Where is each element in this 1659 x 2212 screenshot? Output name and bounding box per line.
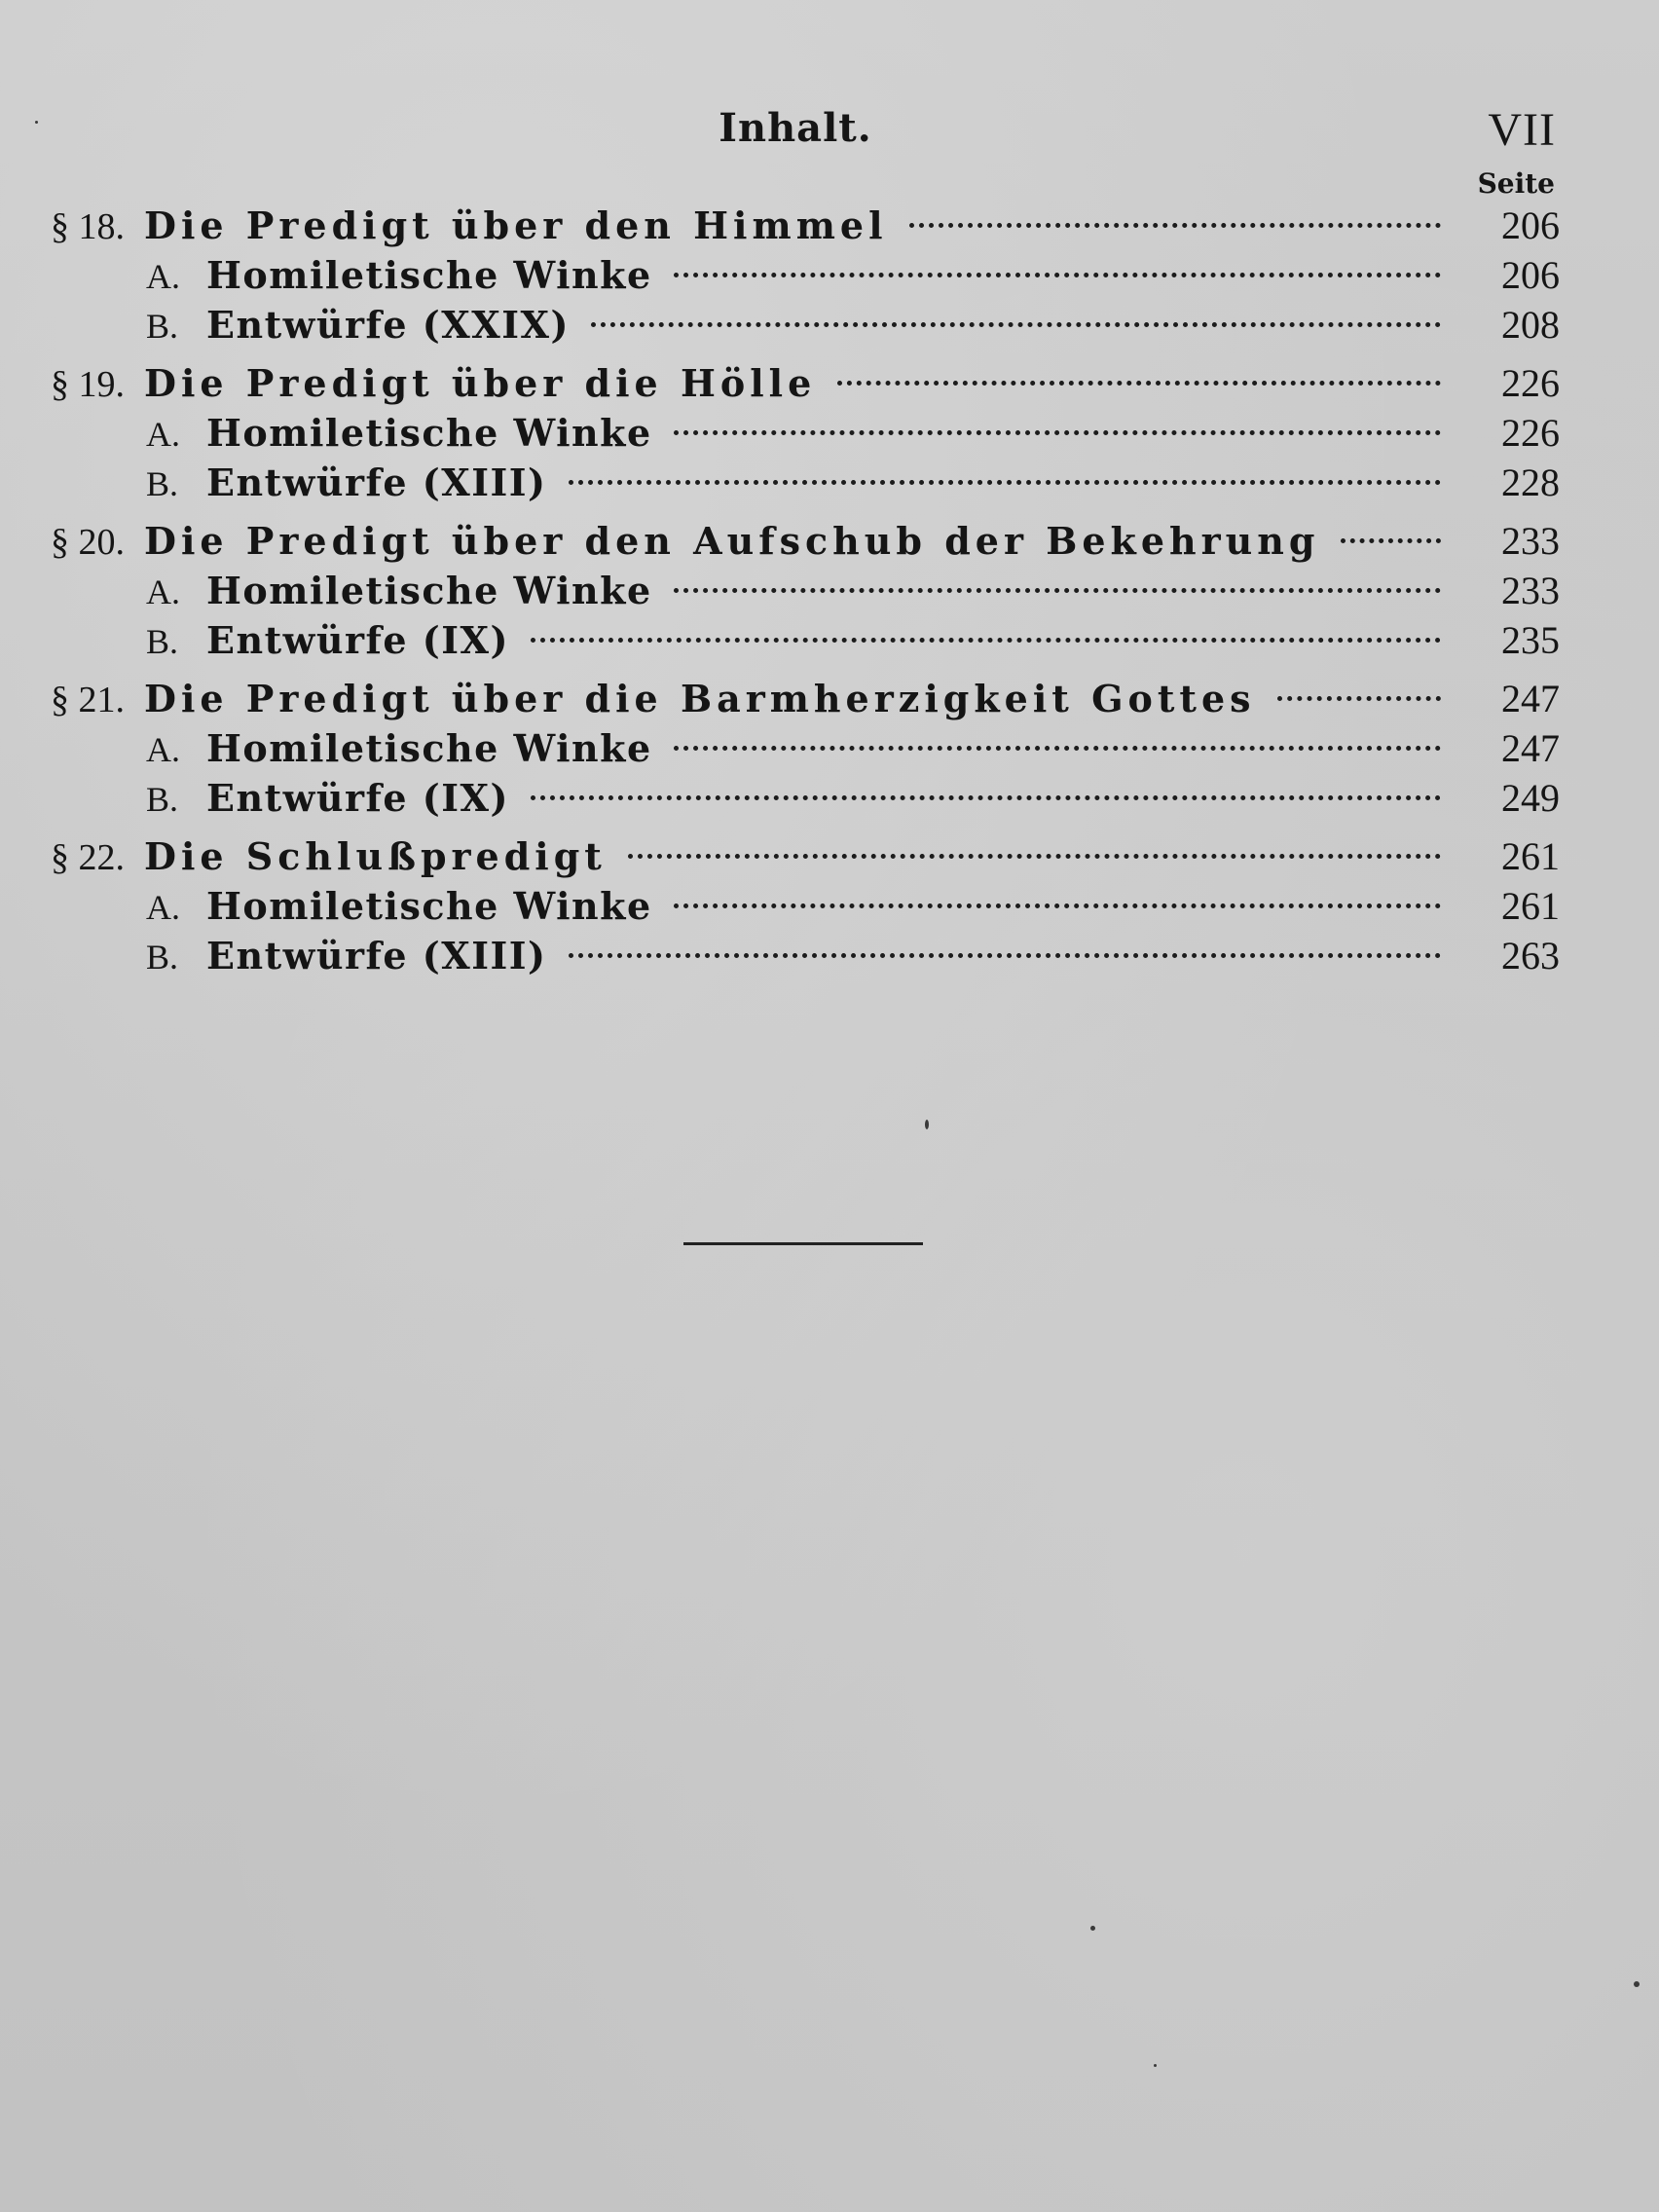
section-number: § 22. — [51, 837, 125, 878]
subentry-title: Entwürfe (XIII) — [206, 934, 547, 977]
subentry-page: 263 — [1501, 934, 1560, 977]
leader-dots — [837, 381, 1441, 386]
leader-dots — [628, 854, 1441, 859]
subentry-page: 228 — [1501, 461, 1560, 504]
leader-dots — [674, 746, 1441, 751]
subentry-letter: A. — [146, 572, 180, 611]
leader-dots — [674, 903, 1441, 908]
subentry-page: 206 — [1501, 253, 1560, 297]
toc-subentry — [0, 723, 1659, 773]
toc-entry — [0, 201, 1659, 250]
toc-section — [0, 201, 1659, 350]
subentry-title: Entwürfe (IX) — [206, 618, 509, 662]
leader-dots — [674, 273, 1441, 277]
subentry-page: 226 — [1501, 411, 1560, 455]
leader-dots — [569, 480, 1441, 485]
leader-dots — [531, 795, 1441, 800]
toc-section — [0, 674, 1659, 823]
section-title: Die Predigt über den Himmel — [144, 203, 888, 247]
paper-speck — [1154, 2064, 1157, 2067]
leader-dots — [674, 588, 1441, 593]
subentry-letter: B. — [146, 780, 179, 819]
subentry-title: Homiletische Winke — [206, 569, 652, 612]
page-number: VII — [1488, 104, 1556, 156]
toc-section — [0, 831, 1659, 980]
subentry-letter: A. — [146, 888, 180, 927]
subentry-page: 261 — [1501, 884, 1560, 928]
section-page: 247 — [1501, 677, 1560, 720]
toc-section — [0, 358, 1659, 507]
leader-dots — [1341, 538, 1441, 543]
section-number: § 21. — [51, 680, 125, 720]
table-of-contents — [0, 201, 1659, 989]
leader-dots — [1277, 696, 1441, 701]
paper-speck — [1634, 1981, 1640, 1987]
section-page: 233 — [1501, 519, 1560, 563]
section-title: Die Schlußpredigt — [144, 834, 607, 878]
subentry-title: Entwürfe (XXIX) — [206, 303, 570, 347]
toc-subentry — [0, 458, 1659, 507]
subentry-title: Homiletische Winke — [206, 726, 652, 770]
section-page: 206 — [1501, 203, 1560, 247]
toc-subentry — [0, 300, 1659, 350]
toc-subentry — [0, 615, 1659, 665]
subentry-page: 235 — [1501, 618, 1560, 662]
subentry-title: Entwürfe (XIII) — [206, 461, 547, 504]
leader-dots — [674, 430, 1441, 435]
subentry-letter: B. — [146, 938, 179, 977]
leader-dots — [569, 953, 1441, 958]
section-number: § 20. — [51, 522, 125, 563]
subentry-letter: A. — [146, 415, 180, 454]
section-title: Die Predigt über die Barmherzigkeit Gottes — [144, 677, 1256, 720]
subentry-page: 247 — [1501, 726, 1560, 770]
leader-dots — [591, 322, 1441, 327]
toc-entry — [0, 516, 1659, 566]
toc-section — [0, 516, 1659, 665]
toc-subentry — [0, 250, 1659, 300]
paper-speck — [925, 1120, 929, 1129]
section-page: 261 — [1501, 834, 1560, 878]
subentry-title: Homiletische Winke — [206, 253, 652, 297]
section-number: § 19. — [51, 364, 125, 405]
section-end-rule — [683, 1242, 923, 1245]
subentry-letter: B. — [146, 464, 179, 503]
subentry-title: Entwürfe (IX) — [206, 776, 509, 820]
subentry-title: Homiletische Winke — [206, 411, 652, 455]
leader-dots — [909, 223, 1441, 228]
toc-subentry — [0, 931, 1659, 980]
page-column-label: Seite — [1477, 167, 1555, 200]
subentry-letter: A. — [146, 730, 180, 769]
subentry-page: 249 — [1501, 776, 1560, 820]
subentry-letter: A. — [146, 257, 180, 296]
toc-subentry — [0, 773, 1659, 823]
leader-dots — [531, 638, 1441, 643]
toc-entry — [0, 831, 1659, 881]
paper-speck — [35, 121, 38, 124]
subentry-letter: B. — [146, 307, 179, 346]
section-page: 226 — [1501, 361, 1560, 405]
paper-speck — [1090, 1926, 1095, 1931]
section-title: Die Predigt über die Hölle — [144, 361, 817, 405]
toc-entry — [0, 674, 1659, 723]
section-title: Die Predigt über den Aufschub der Bekehrung — [144, 519, 1320, 563]
toc-entry — [0, 358, 1659, 408]
running-title: Inhalt. — [719, 105, 872, 151]
toc-subentry — [0, 408, 1659, 458]
toc-subentry — [0, 566, 1659, 615]
subentry-letter: B. — [146, 622, 179, 661]
subentry-title: Homiletische Winke — [206, 884, 652, 928]
section-number: § 18. — [51, 206, 125, 247]
toc-subentry — [0, 881, 1659, 931]
subentry-page: 233 — [1501, 569, 1560, 612]
subentry-page: 208 — [1501, 303, 1560, 347]
